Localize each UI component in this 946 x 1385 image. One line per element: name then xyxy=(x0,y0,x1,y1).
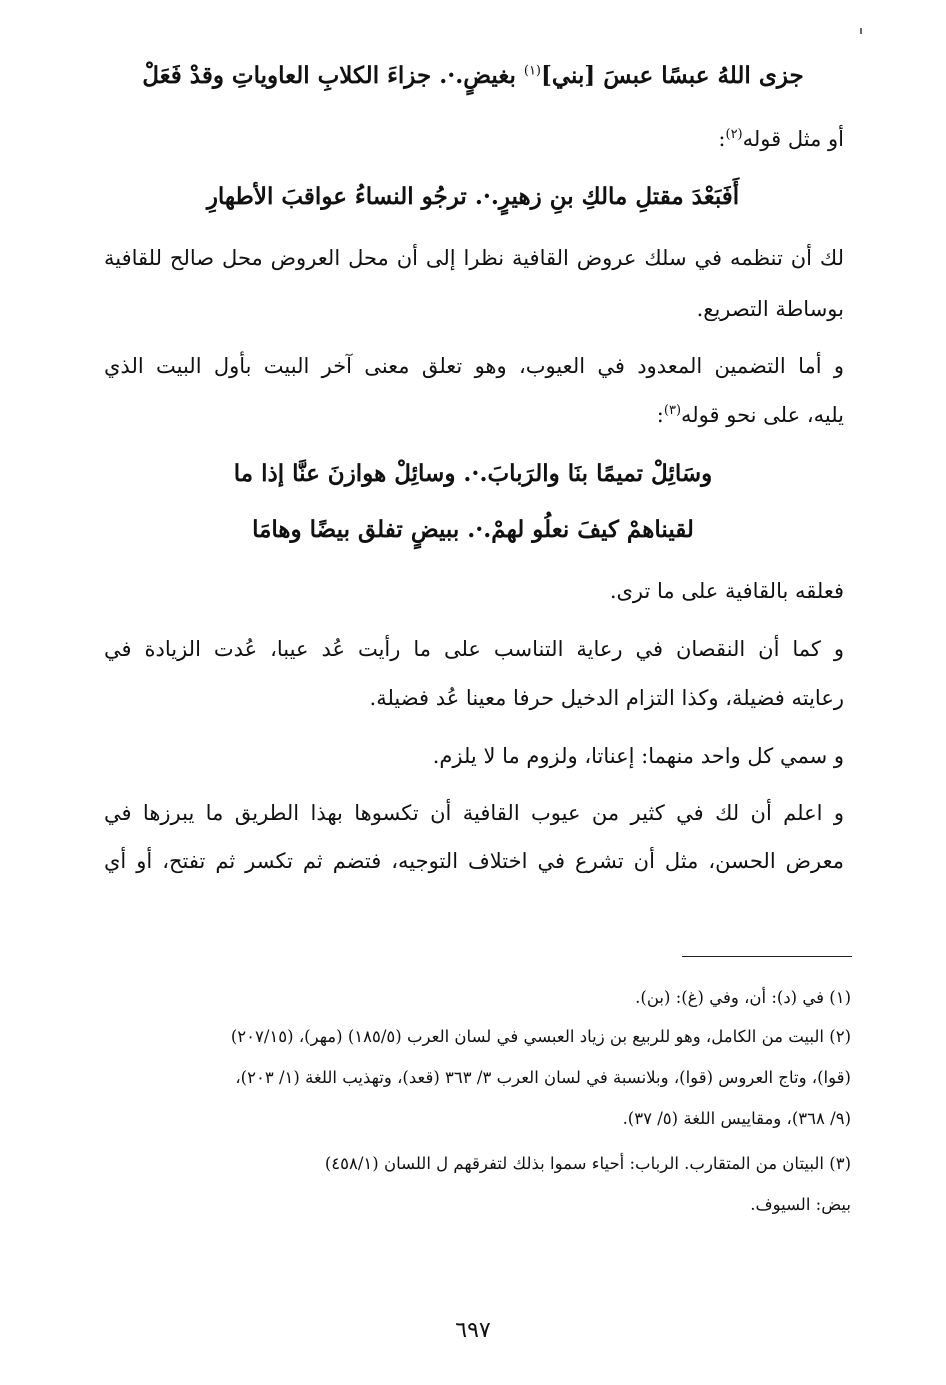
footnote-2-line-3: (٩/ ٣٦٨)، ومقاييس اللغة (٥/ ٣٧). xyxy=(622,1109,851,1128)
paragraph-3-colon: : xyxy=(656,403,664,427)
footnote-ref-1: (١) xyxy=(523,63,541,79)
paragraph-5-line-2: رعايته فضيلة، وكذا التزام الدخيل حرفا معينا عُد فضيلة. xyxy=(369,686,844,710)
footnote-2-line-2: (قوا)، وتاج العروس (قوا)، وبلانسبة في لسان العرب ٣/ ٣٦٣ (قعد)، وتهذيب اللغة (١/ ٢٠٣)، xyxy=(235,1068,851,1087)
paragraph-1 xyxy=(718,127,844,151)
corner-mark xyxy=(860,28,862,34)
paragraph-3-line-2-text: يليه، على نحو قوله xyxy=(681,403,844,427)
footnote-separator xyxy=(682,956,852,957)
verse-3: وسَائِلْ تميمًا بنَا والرَبابَ.·. وسائِلْ هوازنَ عنَّا إذا ما xyxy=(233,460,713,487)
paragraph-2-line-1: لك أن تنظمه في سلك عروض القافية نظرا إلى أن محل العروض محل صالح للقافية xyxy=(104,246,844,270)
paragraph-7-line-2: معرض الحسن، مثل أن تشرع في اختلاف التوجيه، فتضم ثم تكسر ثم تفتح، أو أي xyxy=(104,849,844,873)
verse-2: أَفَبَعْدَ مقتلِ مالكِ بنِ زهيرٍ.·. ترجُو النساءُ عواقبَ الأطهارِ xyxy=(206,183,740,210)
footnote-ref-2: (٢) xyxy=(725,127,743,142)
page-number: ٦٩٧ xyxy=(455,1318,491,1343)
footnote-2-line-1: (٢) البيت من الكامل، وهو للربيع بن زياد العبسي في لسان العرب (١٨٥/٥) (مهر)، (٢٠٧/١٥) xyxy=(230,1027,851,1046)
footnote-ref-3: (٣) xyxy=(663,403,682,418)
paragraph-6: و سمي كل واحد منهما: إعناتا، ولزوم ما لا يلزم. xyxy=(432,744,844,768)
paragraph-1-colon: : xyxy=(718,127,726,151)
paragraph-1-text: أو مثل قوله xyxy=(742,127,844,151)
verse-1 xyxy=(0,62,946,89)
verse-1-text: جزى اللهُ عبسًا عبسَ [بني] xyxy=(541,62,804,89)
footnote-1: (١) في (د): أن، وفي (غ): (بن). xyxy=(635,988,851,1007)
paragraph-5-line-1: و كما أن النقصان في رعاية التناسب على ما رأيت عُد عيبا، عُدت الزيادة في xyxy=(104,637,844,661)
footnote-3-line-1: (٣) البيتان من المتقارب. الرباب: أحياء سموا بذلك لتفرقهم ل اللسان (٤٥٨/١) xyxy=(324,1154,851,1173)
footnote-3-line-2: بيض: السيوف. xyxy=(750,1195,851,1214)
verse-4: لقيناهمْ كيفَ نعلُو لهمْ.·. ببيضٍ تفلق بيضًا وهامَا xyxy=(252,516,694,543)
paragraph-3-line-1: و أما التضمين المعدود في العيوب، وهو تعلق معنى آخر البيت بأول البيت الذي xyxy=(104,354,844,378)
paragraph-4: فعلقه بالقافية على ما ترى. xyxy=(609,579,844,603)
paragraph-2-line-2: بوساطة التصريع. xyxy=(696,297,844,321)
verse-1-text-after: بغيضٍ.·. جزاءَ الكلابِ العاوياتِ وقدْ فَعَلْ xyxy=(142,62,524,89)
paragraph-7-line-1: و اعلم أن لك في كثير من عيوب القافية أن تكسوها بهذا الطريق ما يبرزها في xyxy=(104,801,844,825)
paragraph-3-line-2 xyxy=(657,403,844,427)
